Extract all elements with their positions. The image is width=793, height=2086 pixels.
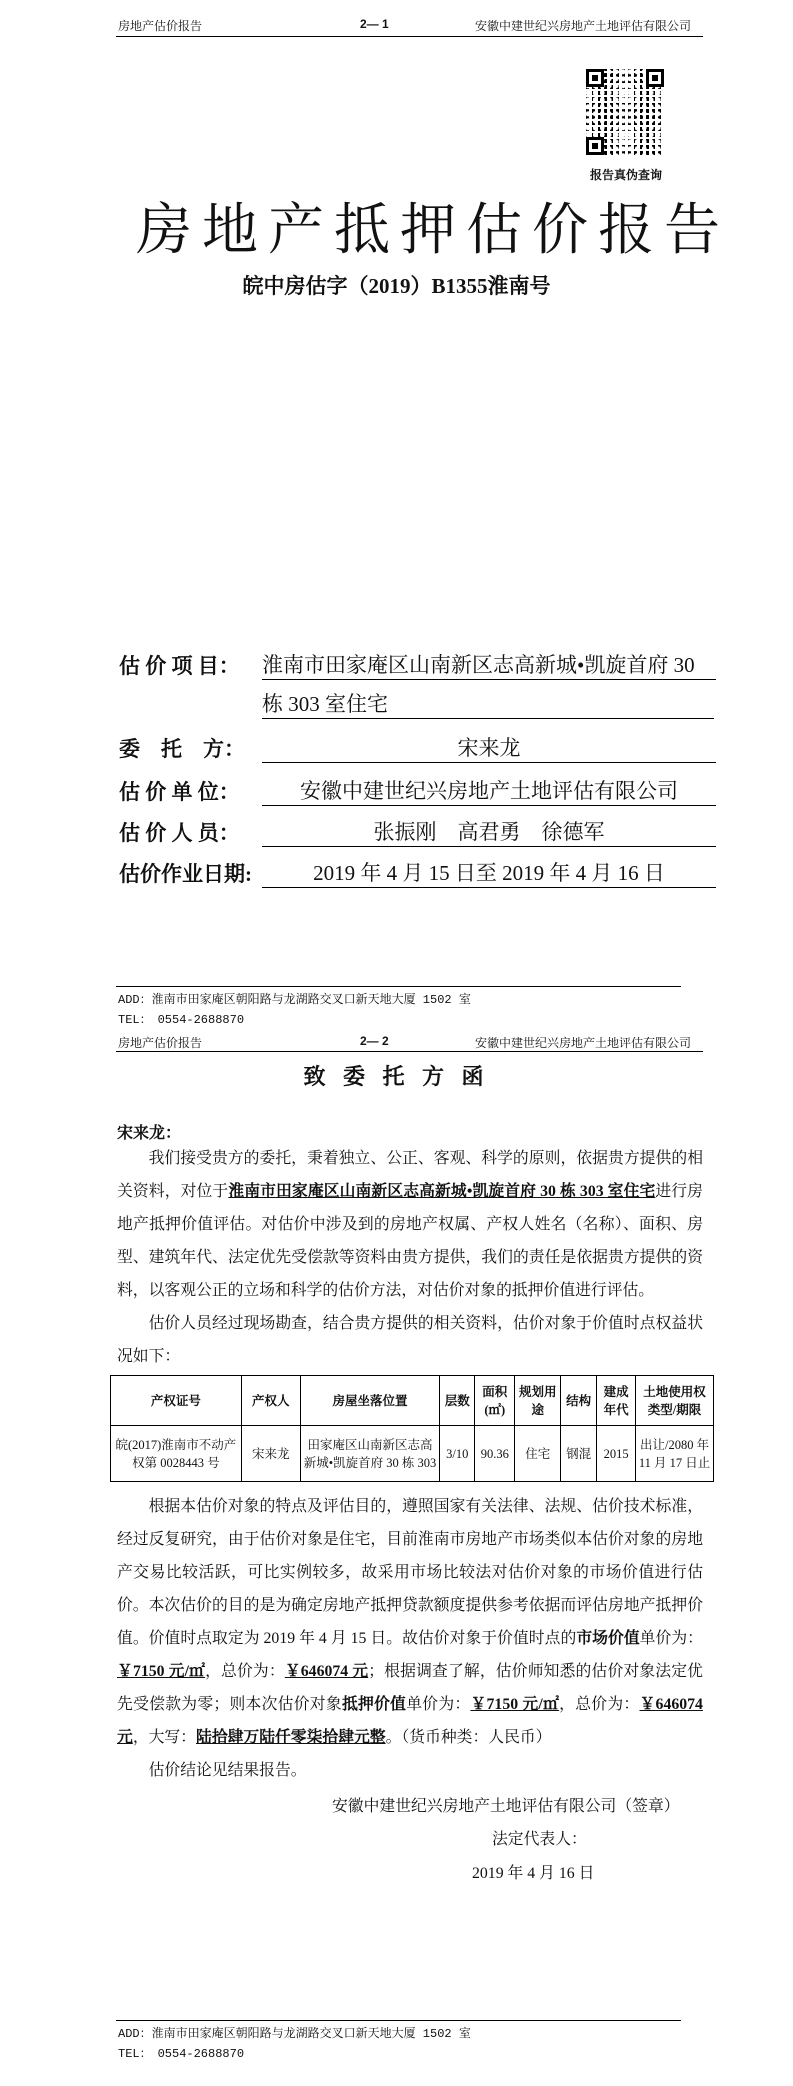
footer-address: ADD：淮南市田家庵区朝阳路与龙湖路交叉口新天地大厦 1502 室 <box>118 993 471 1007</box>
property-address: 淮南市田家庵区山南新区志高新城•凯旋首府 30 栋 303 室住宅 <box>228 1183 656 1200</box>
column-header: 面积(㎡) <box>475 1376 515 1426</box>
company-signature: 安徽中建世纪兴房地产土地评估有限公司（签章） <box>332 1798 680 1815</box>
field-value: 张振刚 高君勇 徐德军 <box>262 818 716 847</box>
property-table <box>110 1375 714 1482</box>
field-appraisers <box>119 817 716 847</box>
field-appraiser-unit <box>119 776 716 806</box>
footer-address: ADD：淮南市田家庵区朝阳路与龙湖路交叉口新天地大厦 1502 室 <box>118 2027 471 2041</box>
column-header: 房屋坐落位置 <box>300 1376 440 1426</box>
qr-caption: 报告真伪查询 <box>590 168 663 182</box>
market-total-price: ￥646074 元 <box>284 1663 369 1680</box>
cell-cert-no: 皖(2017)淮南市不动产权第 0028443 号 <box>111 1426 242 1482</box>
field-value: 宋来龙 <box>262 734 716 763</box>
text: 单价为： <box>639 1630 703 1647</box>
report-title: 房地产抵押估价报告 <box>136 200 730 262</box>
report-number: 皖中房估字（2019）B1355淮南号 <box>242 274 551 298</box>
mortgage-total-price: ￥646074 元 <box>117 1696 703 1746</box>
paragraph-conclusion: 估价结论见结果报告。 <box>148 1762 307 1779</box>
text: 单价为： <box>406 1696 471 1713</box>
field-value: 栋 303 室住宅 <box>262 690 714 719</box>
paragraph-status: 估价人员经过现场勘查，结合贵方提供的相关资料，估价对象于价值时点权益状况如下： <box>117 1315 703 1365</box>
footer-phone: TEL： 0554-2688870 <box>118 2047 245 2061</box>
mortgage-value-label: 抵押价值 <box>341 1696 407 1713</box>
cell-owner: 宋来龙 <box>241 1426 300 1482</box>
text: 我们接受贵方的委托，秉着独立、公正、客观、科学的原则，依据贵方提供的相关资料，对位于 <box>117 1150 703 1200</box>
header-company: 安徽中建世纪兴房地产土地评估有限公司 <box>475 19 692 33</box>
text: 进行房地产抵押价值评估。对估价中涉及到的房地产权属、产权人姓名（名称）、面积、房型、建筑年代、法定优先受偿款等资料由贵方提供，我们的责任是依据贵方提供的资料，以客观公正的立场和科学的估价方法，对估价对象的抵押价值进行评估。 <box>117 1183 703 1299</box>
paragraph-intro <box>117 1142 703 1307</box>
header-left: 房地产估价报告 <box>118 19 203 33</box>
field-value: 2019 年 4 月 15 日至 2019 年 4 月 16 日 <box>262 859 716 888</box>
field-value: 安徽中建世纪兴房地产土地评估有限公司 <box>262 777 716 806</box>
field-label: 估 价 人 员： <box>119 821 240 845</box>
footer-divider <box>116 2020 681 2021</box>
field-label: 委 托 方： <box>119 737 245 761</box>
header-left: 房地产估价报告 <box>118 1036 203 1050</box>
letter-date: 2019 年 4 月 16 日 <box>472 1865 595 1882</box>
header-divider <box>116 1051 703 1052</box>
header-divider <box>116 36 703 37</box>
qr-code-icon <box>586 69 664 155</box>
cell-floor: 3/10 <box>440 1426 475 1482</box>
text: 。（货币种类：人民币） <box>385 1729 552 1746</box>
table-row <box>111 1426 714 1482</box>
column-header: 层数 <box>440 1376 475 1426</box>
cell-use: 住宅 <box>515 1426 561 1482</box>
table-header-row <box>111 1376 714 1426</box>
paragraph-valuation <box>117 1589 703 1754</box>
salutation: 宋来龙： <box>117 1125 182 1142</box>
cell-land-right: 出让/2080 年 11 月 17 日止 <box>636 1426 714 1482</box>
field-label: 估价作业日期: <box>119 862 252 886</box>
column-header: 产权人 <box>241 1376 300 1426</box>
text: ；根据调查了解，估价师知悉的估价对象法定优先受偿款为零；则本次估价对象 <box>117 1663 703 1713</box>
text: 本次估价的目的是为确定房地产抵押贷款额度提供参考依据而评估房地产抵押价值。价值时点取定为 2019 年 4 月 15 日。故估价对象于价值时点的 <box>117 1597 703 1647</box>
market-unit-price: ￥7150 元/㎡ <box>117 1663 206 1680</box>
field-label: 估 价 项 目： <box>119 654 240 678</box>
cell-year: 2015 <box>597 1426 636 1482</box>
letter-title: 致 委 托 方 函 <box>303 1064 490 1089</box>
header-company: 安徽中建世纪兴房地产土地评估有限公司 <box>475 1036 692 1050</box>
header-page-number: 2— 2 <box>360 1034 389 1048</box>
amount-in-words: 陆拾肆万陆仟零柒拾肆元整 <box>196 1729 386 1746</box>
cell-area: 90.36 <box>475 1426 515 1482</box>
column-header: 规划用途 <box>515 1376 561 1426</box>
field-project <box>119 650 716 680</box>
field-project-line2 <box>262 690 714 719</box>
column-header: 土地使用权类型/期限 <box>636 1376 714 1426</box>
field-client <box>119 733 716 763</box>
text: ，大写： <box>132 1729 197 1746</box>
cell-location: 田家庵区山南新区志高新城•凯旋首府 30 栋 303 <box>300 1426 440 1482</box>
column-header: 建成年代 <box>597 1376 636 1426</box>
text: ，总价为： <box>205 1663 285 1680</box>
market-value-label: 市场价值 <box>576 1630 640 1647</box>
field-value: 淮南市田家庵区山南新区志高新城•凯旋首府 30 <box>262 651 716 680</box>
field-work-date <box>119 858 716 888</box>
footer-divider <box>116 986 681 987</box>
legal-representative: 法定代表人： <box>492 1831 587 1848</box>
mortgage-unit-price: ￥7150 元/㎡ <box>470 1696 560 1713</box>
cell-structure: 钢混 <box>561 1426 597 1482</box>
field-label: 估 价 单 位： <box>119 780 240 804</box>
column-header: 结构 <box>561 1376 597 1426</box>
paragraph-method: 根据本估价对象的特点及评估目的，遵照国家有关法律、法规、估价技术标准，经过反复研究，由于估价对象是住宅，目前淮南市房地产市场类似本估价对象的房地产交易比较活跃，可比实例较多，故采用市场比较法对估价对象的市场价值进行估价。 <box>117 1498 703 1614</box>
footer-phone: TEL： 0554-2688870 <box>118 1013 245 1027</box>
text: ，总价为： <box>559 1696 640 1713</box>
column-header: 产权证号 <box>111 1376 242 1426</box>
header-page-number: 2— 1 <box>360 17 389 31</box>
